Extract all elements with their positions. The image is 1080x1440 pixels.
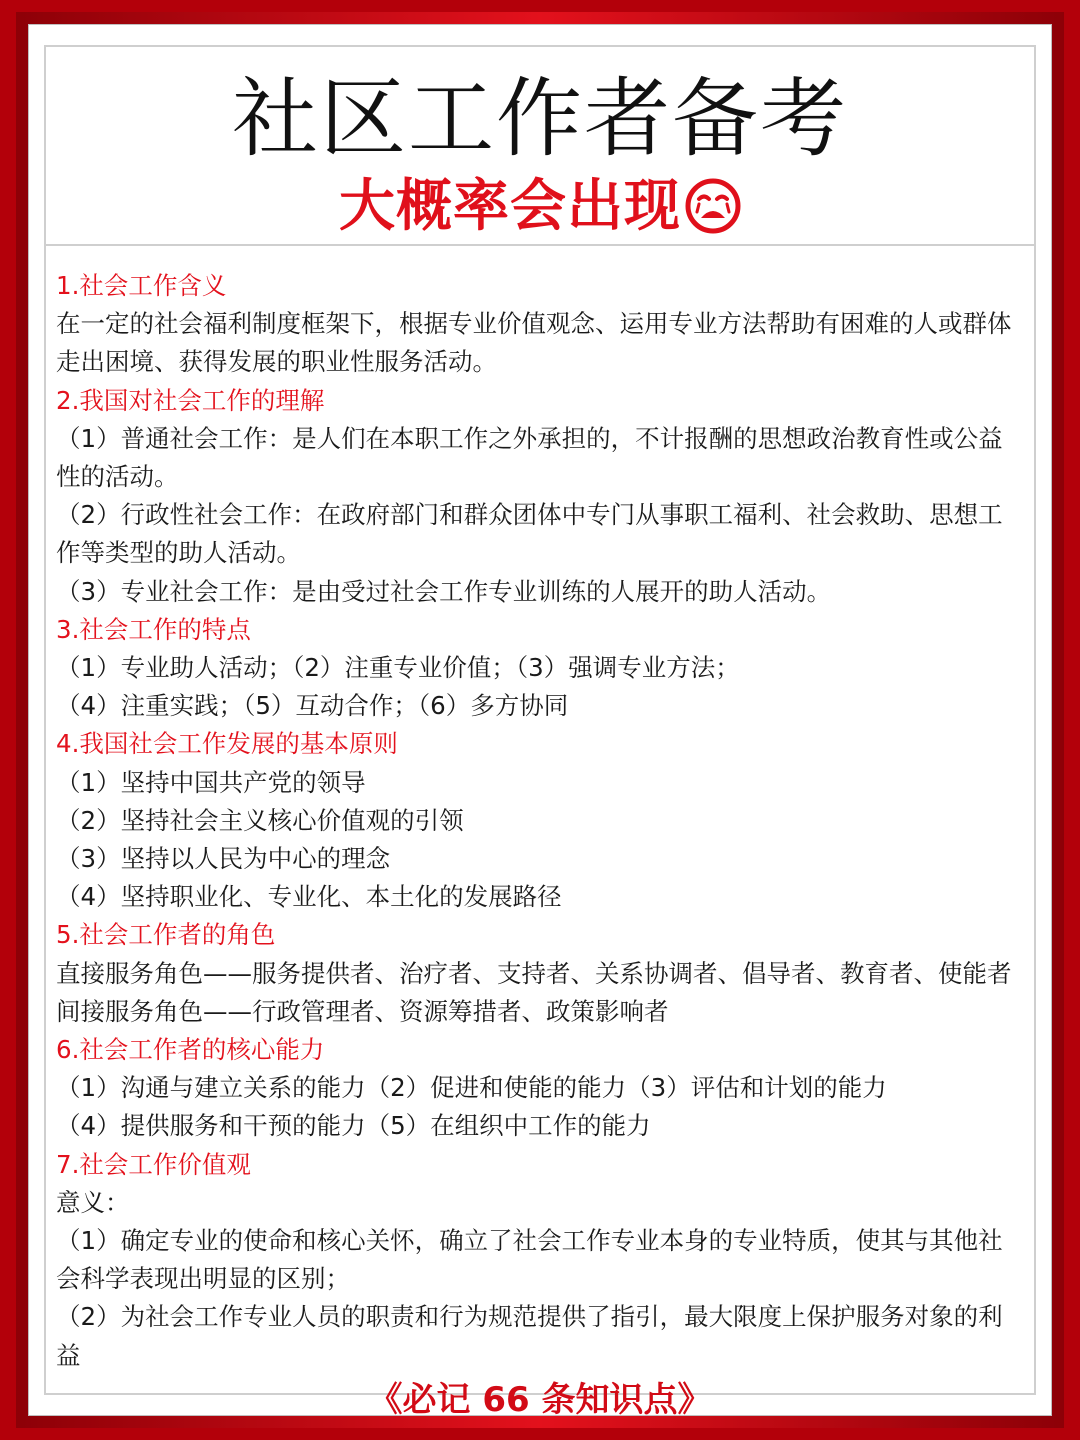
section-line: （3）专业社会工作：是由受过社会工作专业训练的人展开的助人活动。 bbox=[56, 576, 832, 606]
section-line: （1）坚持中国共产党的领导 bbox=[56, 767, 366, 797]
section-line: 直接服务角色——服务提供者、治疗者、支持者、关系协调者、倡导者、教育者、使能者 bbox=[56, 958, 1012, 988]
section-line: （1）普通社会工作：是人们在本职工作之外承担的，不计报酬的思想政治教育性或公益 bbox=[56, 423, 1003, 453]
section-line: 走出困境、获得发展的职业性服务活动。 bbox=[56, 347, 497, 377]
page-card bbox=[28, 24, 1052, 1420]
section-line: 益 bbox=[56, 1340, 81, 1370]
section-line: （4）坚持职业化、专业化、本土化的发展路径 bbox=[56, 882, 562, 912]
knowledge-content bbox=[56, 267, 1026, 1375]
section-heading: 5.社会工作者的角色 bbox=[56, 920, 276, 950]
crying-face-icon bbox=[685, 178, 741, 234]
section-line: （1）确定专业的使命和核心关怀，确立了社会工作专业本身的专业特质，使其与其他社 bbox=[56, 1226, 1003, 1256]
section-line: 意义： bbox=[56, 1187, 130, 1217]
section-heading: 7.社会工作价值观 bbox=[56, 1149, 251, 1179]
section-line: 在一定的社会福利制度框架下，根据专业价值观念、运用专业方法帮助有困难的人或群体 bbox=[56, 309, 1012, 339]
section-line: （3）坚持以人民为中心的理念 bbox=[56, 844, 391, 874]
section-line: 间接服务角色——行政管理者、资源筹措者、政策影响者 bbox=[56, 996, 669, 1026]
section-line: （1）沟通与建立关系的能力（2）促进和使能的能力（3）评估和计划的能力 bbox=[56, 1073, 887, 1103]
section-line: （4）注重实践；（5）互动合作；（6）多方协同 bbox=[56, 691, 569, 721]
section-line: （1）专业助人活动；（2）注重专业价值；（3）强调专业方法； bbox=[56, 653, 740, 683]
section-line: 性的活动。 bbox=[56, 462, 179, 492]
header bbox=[46, 47, 1034, 246]
section-line: （2）为社会工作专业人员的职责和行为规范提供了指引，最大限度上保护服务对象的利 bbox=[56, 1302, 1003, 1332]
page-title: 社区工作者备考 bbox=[232, 69, 848, 169]
section-heading: 6.社会工作者的核心能力 bbox=[56, 1035, 325, 1065]
section-line: （4）提供服务和干预的能力（5）在组织中工作的能力 bbox=[56, 1111, 651, 1141]
page-subtitle bbox=[46, 172, 1034, 242]
content-border bbox=[44, 45, 1036, 1420]
section-heading: 4.我国社会工作发展的基本原则 bbox=[56, 729, 398, 759]
section-heading: 2.我国对社会工作的理解 bbox=[56, 385, 325, 415]
section-line: 作等类型的助人活动。 bbox=[56, 538, 301, 568]
subtitle-text: 大概率会出现 bbox=[339, 174, 681, 239]
footer-note: 《必记 66 条知识点》 bbox=[368, 1380, 712, 1420]
section-heading: 1.社会工作含义 bbox=[56, 271, 227, 300]
section-heading: 3.社会工作的特点 bbox=[56, 614, 251, 644]
section-line: （2）坚持社会主义核心价值观的引领 bbox=[56, 805, 464, 835]
section-line: （2）行政性社会工作：在政府部门和群众团体中专门从事职工福利、社会救助、思想工 bbox=[56, 500, 1003, 530]
section-line: 会科学表现出明显的区别； bbox=[56, 1264, 350, 1294]
